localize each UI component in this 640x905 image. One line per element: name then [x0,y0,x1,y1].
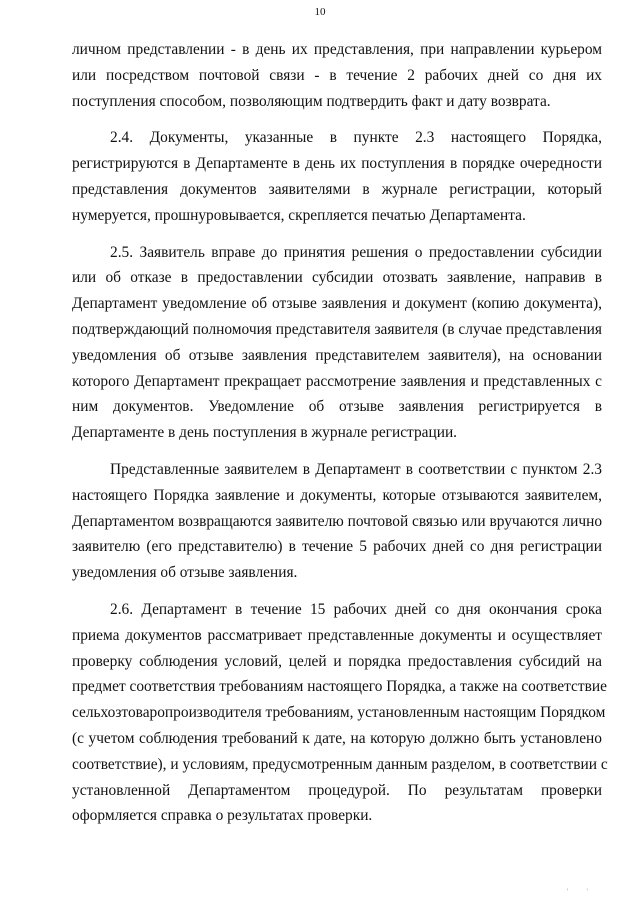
body-line: регистрируются в Департаменте в день их поступления в порядке очередности [72,155,602,173]
body-line: проверку соблюдения условий, целей и порядка предоставления субсидий на [72,652,602,670]
body-line: или об отказе в предоставлении субсидии отозвать заявление, направив в [72,269,602,287]
body-line: предмет соответствия требованиям настоящего Порядка, а также на соответствие [72,678,607,696]
page-number: 10 [314,6,326,18]
body-line: настоящего Порядка заявление и документы, которые отзываются заявителем, [72,486,602,504]
paragraph-first-line: 2.5. Заявитель вправе до принятия решения о предоставлении субсидии [110,243,602,261]
body-line: представления документов заявителями в журнале регистрации, который [72,180,602,198]
body-line: уведомления об отзыве заявления представителем заявителя), на основании [72,346,602,364]
body-line: заявителю (его представителю) в течение 5 рабочих дней со дня регистрации [72,538,602,556]
body-line: сельхозтоваропроизводителя требованиям, установленным настоящим Порядком [72,704,606,722]
body-line: или посредством почтовой связи - в течение 2 рабочих дней со дня их [72,66,602,84]
body-line: приема документов рассматривает представленные документы и осуществляет [72,626,602,644]
body-line: Департаментом возвращаются заявителю почтовой связью или вручаются лично [72,512,603,530]
body-line: нумеруется, прошнуровывается, скрепляется печатью Департамента. [72,206,526,224]
paragraph-first-line: 2.4. Документы, указанные в пункте 2.3 настоящего Порядка, [110,129,602,147]
body-line: которого Департамент прекращает рассмотрение заявления и представленных с [72,372,602,390]
scan-corner-marks: ' ' [566,887,596,897]
body-line: подтверждающий полномочия представителя заявителя (в случае представления [72,320,602,338]
body-line: личном представлении - в день их представления, при направлении курьером [72,41,602,58]
body-line: Департамент уведомление об отзыве заявления и документ (копию документа), [72,295,602,313]
body-line: поступления способом, позволяющим подтвердить факт и дату возврата. [72,92,551,110]
paragraph-first-line: 2.6. Департамент в течение 15 рабочих дней со дня окончания срока [110,600,602,618]
body-line: уведомления об отзыве заявления. [72,564,298,582]
document-body [72,37,608,829]
body-line: Департаменте в день поступления в журнале регистрации. [72,424,458,442]
body-line: соответствие), и условиям, предусмотренным данным разделом, в соответствии с [72,755,608,773]
paragraph-first-line: Представленные заявителем в Департамент в соответствии с пунктом 2.3 [110,460,602,478]
body-line: установленной Департаментом процедурой. По результатам проверки [72,781,602,799]
body-line: ним документов. Уведомление об отзыве заявления регистрируется в [72,398,602,416]
body-line: оформляется справка о результатах проверки. [72,807,373,825]
body-line: (с учетом соблюдения требований к дате, на которую должно быть установлено [72,729,602,747]
